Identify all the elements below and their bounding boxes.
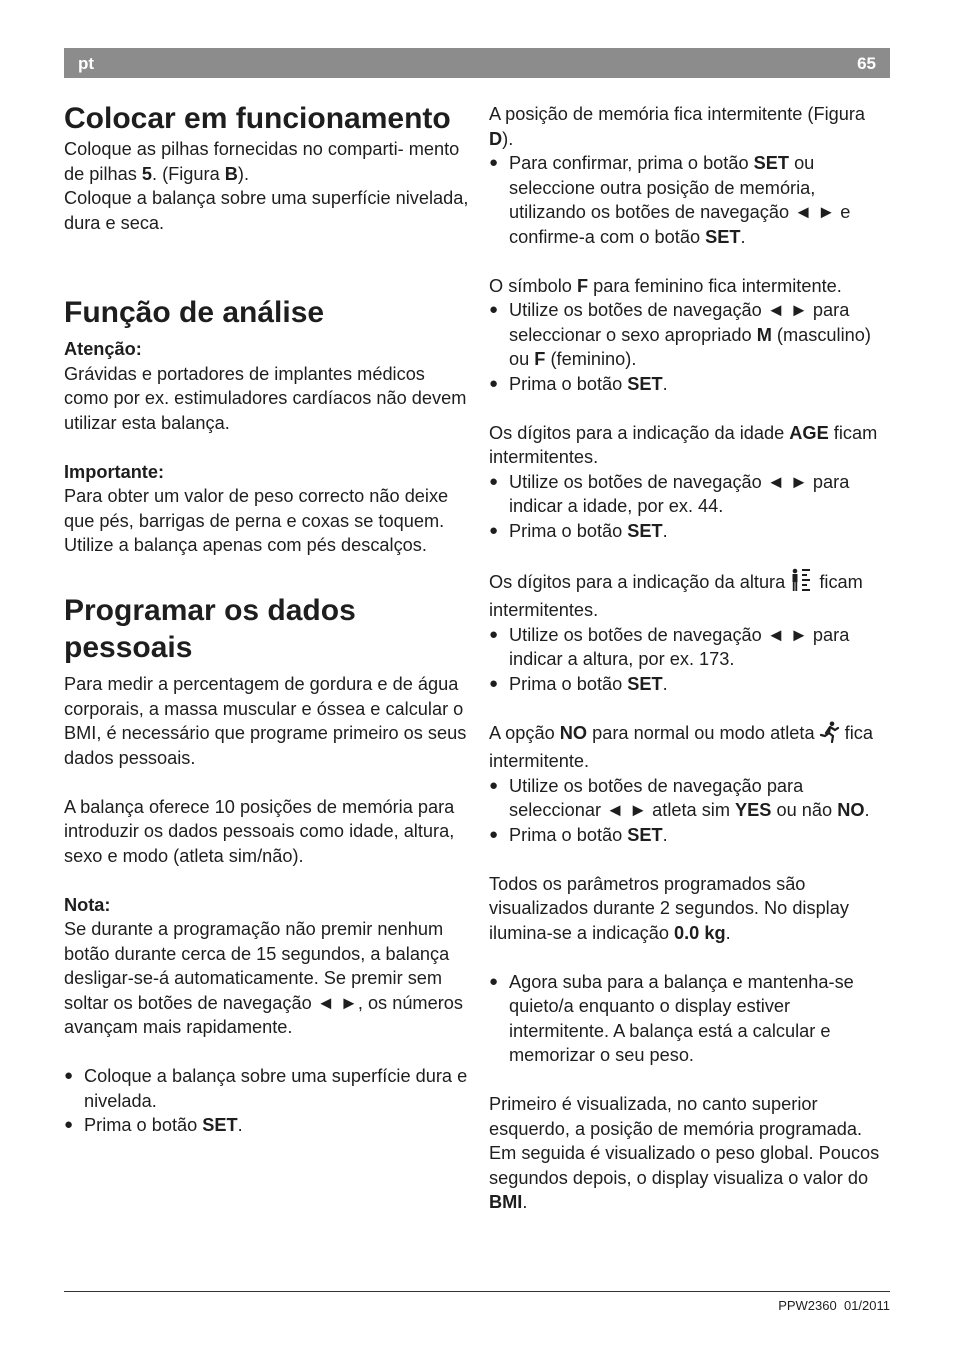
- attention-text: Grávidas e portadores de implantes médicos como por ex. estimuladores cardíacos não devem utilizar esta balança.: [64, 363, 467, 433]
- right-column: [489, 102, 894, 1215]
- footer-divider: [64, 1291, 890, 1292]
- note-text: Se durante a programação não premir nenhum botão durante cerca de 15 segundos, a balança desligar-se-á automaticamente. Se premir sem soltar os botões de navegação ◄ ►, os números avançam mais rapidamente.: [64, 919, 463, 1037]
- setup-paragraph-2: Coloque a balança sobre uma superfície nivelada, dura e seca.: [64, 188, 469, 233]
- note-label: Nota:: [64, 894, 111, 915]
- heading-analysis: Função de análise: [64, 296, 325, 329]
- list-item: ● Utilize os botões de navegação ◄ ► para indicar a altura, por ex. 173.: [489, 623, 894, 672]
- list-item: ● Utilize os botões de navegação ◄ ► para seleccionar o sexo apropriado M (masculino) ou F (feminino).: [489, 298, 894, 372]
- list-item: ● Utilize os botões de navegação ◄ ► para indicar a idade, por ex. 44.: [489, 470, 894, 519]
- list-item: ● Coloque a balança sobre uma superfície dura e nivelada.: [64, 1064, 469, 1113]
- athlete-runner-icon: [820, 721, 840, 750]
- program-paragraph-2: A balança oferece 10 posições de memória para introduzir os dados pessoais como idade, altura, sexo e modo (atleta sim/não).: [64, 796, 455, 866]
- important-label: Importante:: [64, 461, 165, 482]
- list-item: ● Prima o botão SET.: [489, 372, 894, 397]
- model-number: PPW2360: [778, 1298, 837, 1313]
- sex-paragraph: O símbolo F para feminino fica intermitente.: [489, 275, 842, 296]
- page-number: 65: [857, 54, 876, 73]
- list-item: ● Prima o botão SET.: [489, 519, 894, 544]
- summary-paragraph: Todos os parâmetros programados são visualizados durante 2 segundos. No display ilumina-se a indicação 0.0 kg.: [489, 873, 849, 943]
- final-paragraph: Primeiro é visualizada, no canto superior esquerdo, a posição de memória programada. Em seguida é visualizado o peso global. Poucos segundos depois, o display visualiza o valor do BMI.: [489, 1094, 880, 1212]
- athlete-paragraph: A opção NO para normal ou modo atleta fica intermitente.: [489, 722, 873, 771]
- heading-program: Programar os dados pessoais: [64, 594, 356, 664]
- left-bullet-list: [64, 1064, 469, 1138]
- page-header-bar: [64, 48, 890, 78]
- attention-label: Atenção:: [64, 339, 142, 359]
- language-label: pt: [78, 54, 95, 73]
- program-paragraph-1: Para medir a percentagem de gordura e de água corporais, a massa muscular e óssea e calcular o BMI, é necessário que programe primeiro os seus dados pessoais.: [64, 674, 467, 768]
- list-item: ● Para confirmar, prima o botão SET ou seleccione outra posição de memória, utilizando os botões de navegação ◄ ► e confirme-a com o botão SET.: [489, 151, 894, 249]
- heading-setup: Colocar em funcionamento: [64, 102, 451, 135]
- height-icon: [790, 568, 814, 599]
- setup-paragraph-1: Coloque as pilhas fornecidas no comparti- mento de pilhas 5. (Figura B).: [64, 139, 460, 184]
- list-item: ● Agora suba para a balança e mantenha-se quieto/a enquanto o display estiver intermitente. A balança está a calcular e memorizar o seu peso.: [489, 970, 894, 1068]
- important-text-2: Utilize a balança apenas com pés descalços.: [64, 535, 427, 555]
- list-item: ● Utilize os botões de navegação para seleccionar ◄ ► atleta sim YES ou não NO.: [489, 774, 894, 823]
- important-text: Para obter um valor de peso correcto não deixe que pés, barrigas de perna e coxas se toquem.: [64, 486, 449, 531]
- list-item: ● Prima o botão SET.: [489, 823, 894, 848]
- memory-paragraph: A posição de memória fica intermitente (Figura D).: [489, 104, 866, 149]
- doc-date: 01/2011: [843, 1298, 890, 1313]
- age-paragraph: Os dígitos para a indicação da idade AGE ficam intermitentes.: [489, 422, 878, 467]
- list-item: ● Prima o botão SET.: [489, 672, 894, 697]
- left-column: [64, 100, 469, 1138]
- footer-info: [778, 1298, 890, 1313]
- list-item: ● Prima o botão SET.: [64, 1113, 469, 1138]
- height-paragraph: Os dígitos para a indicação da altura ficam intermitentes.: [489, 568, 894, 623]
